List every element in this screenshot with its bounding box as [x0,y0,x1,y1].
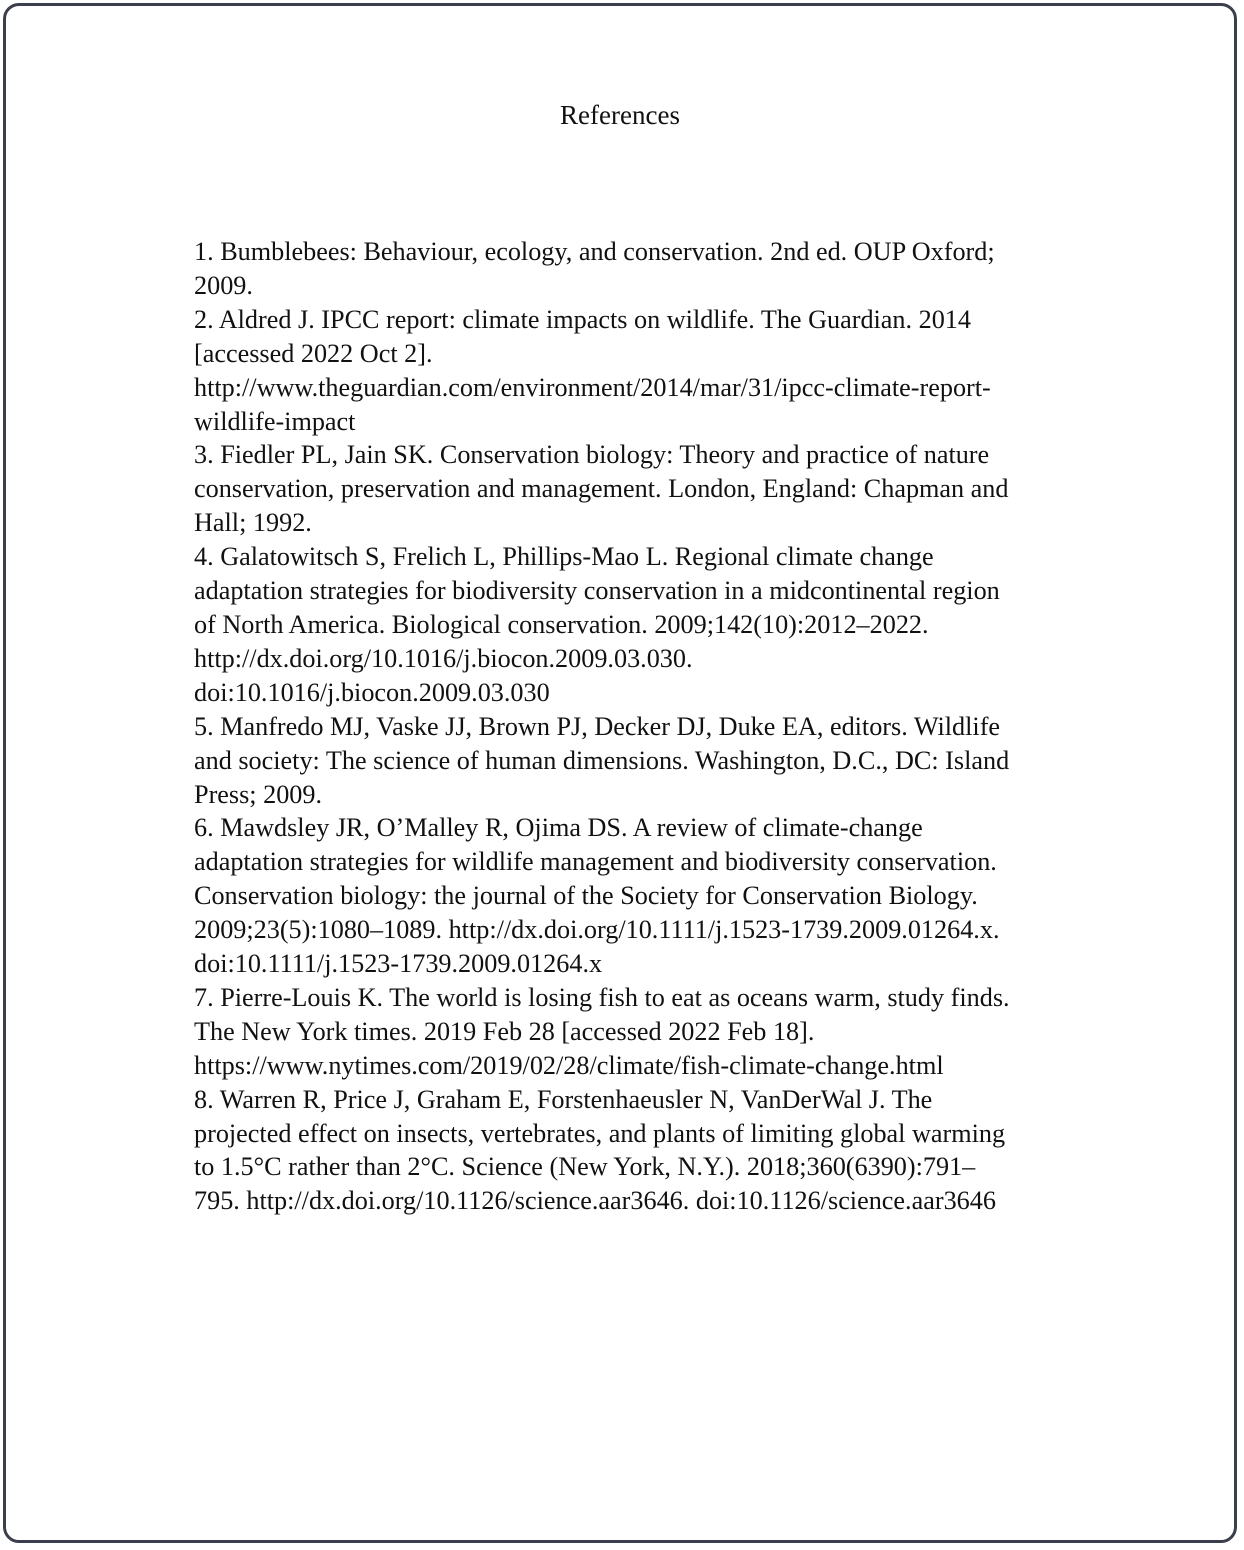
reference-line: 8. Warren R, Price J, Graham E, Forstenhaeusler N, VanDerWal J. The [194,1084,933,1114]
reference-line: 2. Aldred J. IPCC report: climate impacts on wildlife. The Guardian. 2014 [194,304,971,334]
reference-item [194,540,1124,710]
reference-line: adaptation strategies for wildlife management and biodiversity conservation. [194,847,997,877]
reference-item [194,811,1124,981]
reference-line: to 1.5°C rather than 2°C. Science (New York, N.Y.). 2018;360(6390):791– [194,1152,976,1182]
reference-line: Press; 2009. [194,779,323,809]
reference-line: of North America. Biological conservation. 2009;142(10):2012–2022. [194,609,929,639]
reference-line: 795. http://dx.doi.org/10.1126/science.aar3646. doi:10.1126/science.aar3646 [194,1186,996,1216]
reference-item [194,981,1124,1083]
reference-item [194,235,1124,303]
reference-line: http://www.theguardian.com/environment/2014/mar/31/ipcc-climate-report- [194,372,991,402]
reference-item [194,1083,1124,1219]
reference-item [194,303,1124,439]
reference-line: doi:10.1016/j.biocon.2009.03.030 [194,677,550,707]
reference-line: 7. Pierre-Louis K. The world is losing fish to eat as oceans warm, study finds. [194,982,1010,1012]
reference-line: http://dx.doi.org/10.1016/j.biocon.2009.03.030. [194,643,693,673]
reference-line: 6. Mawdsley JR, O’Malley R, Ojima DS. A review of climate-change [194,813,923,843]
reference-line: 4. Galatowitsch S, Frelich L, Phillips-Mao L. Regional climate change [194,542,934,572]
reference-line: Hall; 1992. [194,508,312,538]
reference-line: 1. Bumblebees: Behaviour, ecology, and conservation. 2nd ed. OUP Oxford; [194,237,995,266]
reference-line: wildlife-impact [194,406,356,436]
reference-line: projected effect on insects, vertebrates, and plants of limiting global warming [194,1118,1006,1148]
reference-line: 3. Fiedler PL, Jain SK. Conservation biology: Theory and practice of nature [194,440,990,470]
reference-line: The New York times. 2019 Feb 28 [accessed 2022 Feb 18]. [194,1016,815,1046]
page-title: References [560,100,680,130]
reference-line: doi:10.1111/j.1523-1739.2009.01264.x [194,949,603,979]
reference-line: [accessed 2022 Oct 2]. [194,338,433,368]
reference-line: conservation, preservation and management. London, England: Chapman and [194,474,1009,504]
reference-item [194,438,1124,540]
reference-line: 2009;23(5):1080–1089. http://dx.doi.org/10.1111/j.1523-1739.2009.01264.x. [194,915,1000,945]
reference-line: and society: The science of human dimensions. Washington, D.C., DC: Island [194,745,1010,775]
reference-line: 5. Manfredo MJ, Vaske JJ, Brown PJ, Decker DJ, Duke EA, editors. Wildlife [194,711,1001,741]
reference-list [194,235,1124,1218]
reference-line: adaptation strategies for biodiversity conservation in a midcontinental region [194,576,1000,606]
document-page [3,3,1237,1543]
reference-item [194,710,1124,812]
reference-line: 2009. [194,270,253,300]
reference-line: https://www.nytimes.com/2019/02/28/climate/fish-climate-change.html [194,1050,944,1080]
reference-line: Conservation biology: the journal of the Society for Conservation Biology. [194,881,978,911]
